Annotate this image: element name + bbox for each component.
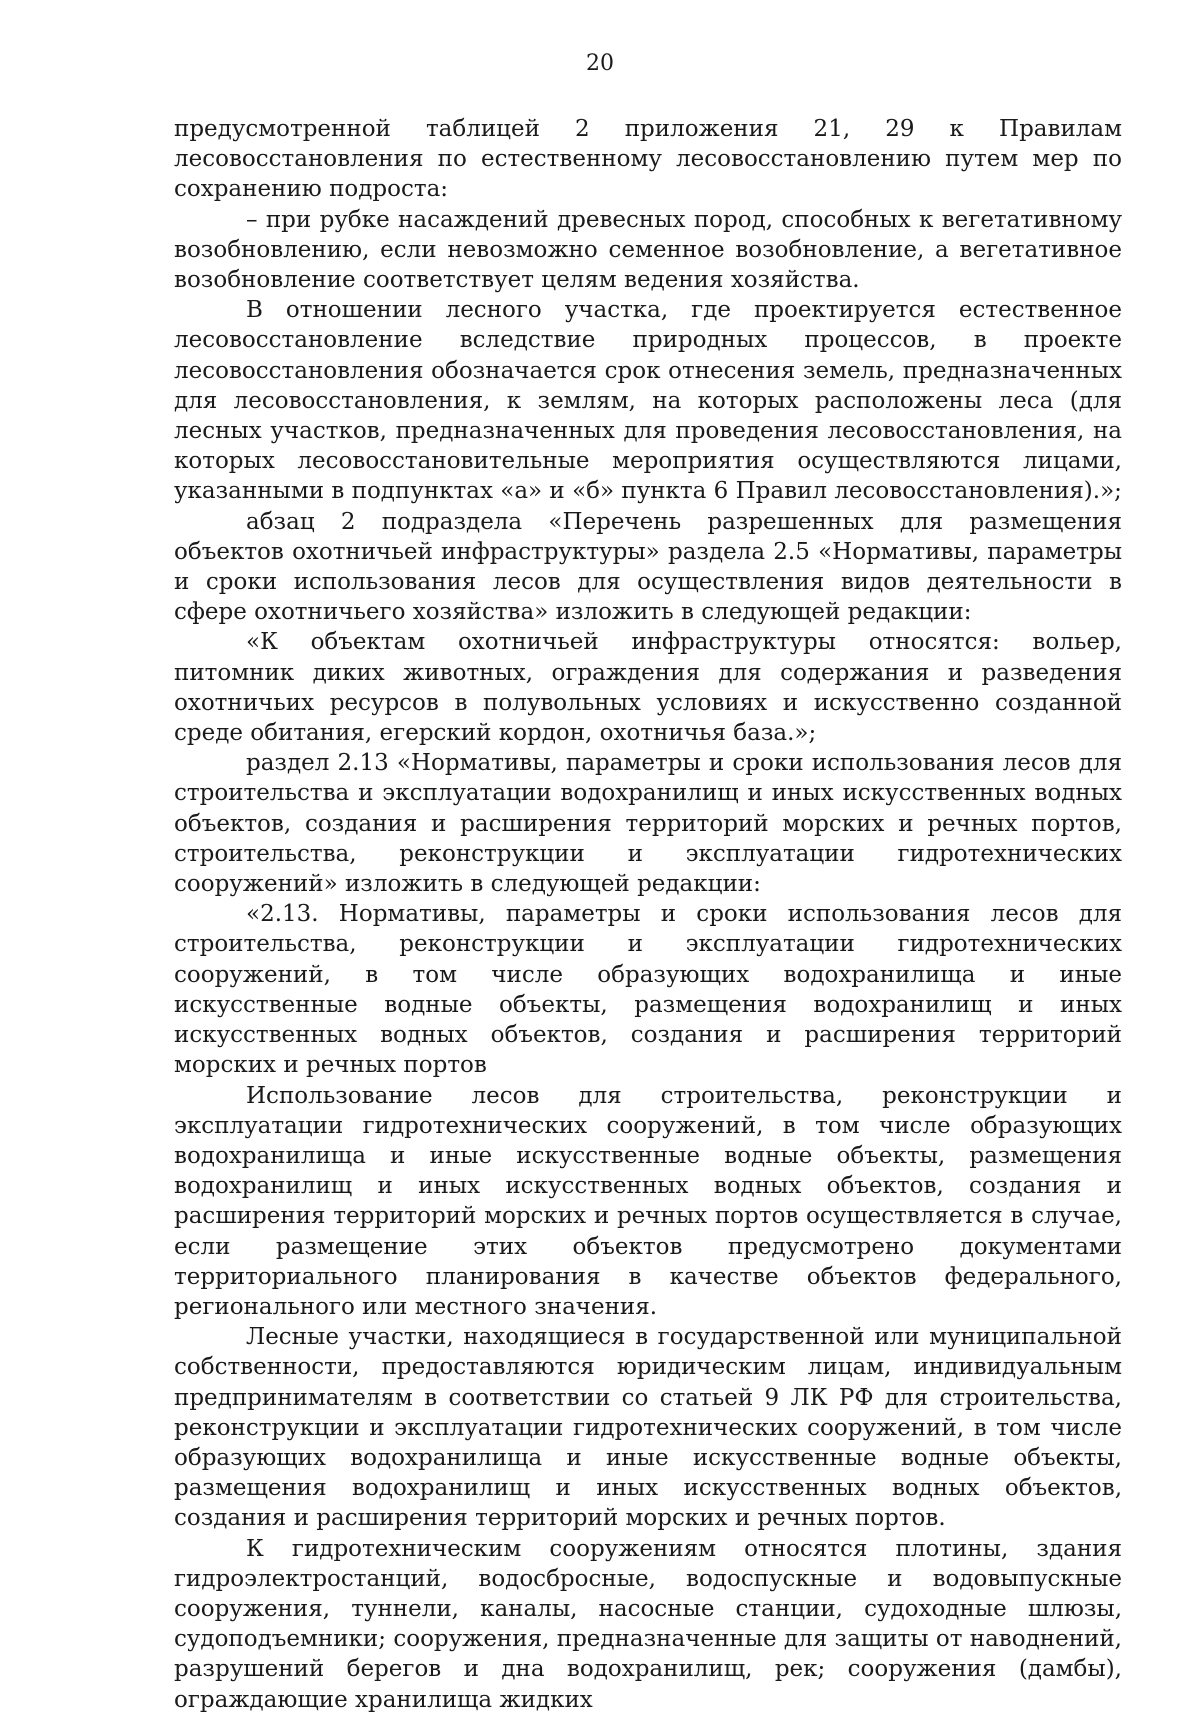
paragraph-forest-plots: Лесные участки, находящиеся в государственной или муниципальной собственности, предоставляются юридическим лицам, индивидуальным предпринимателям в соответствии со статьей 9 ЛК РФ для строительства, реконструкции и эксплуатации гидротехнических сооружений, в том числе образующих водохранилища и иные искусственные водные объекты, размещения водохранилищ и иных искусственных водных объектов, создания и расширения территорий морских и речных портов. xyxy=(174,1324,1122,1532)
page-number: 20 xyxy=(586,51,614,76)
paragraph-continuation: предусмотренной таблицей 2 приложения 21, 29 к Правилам лесовосстановления по естественному лесовосстановлению путем мер по сохранению подроста: xyxy=(174,116,1122,203)
paragraph-hydraulic-structures: К гидротехническим сооружениям относятся плотины, здания гидроэлектростанций, водосбросные, водоспускные и водовыпускные сооружения, туннели, каналы, насосные станции, судоходные шлюзы, судоподъемники; сооружения, предназначенные для защиты от наводнений, разрушений берегов и дна водохранилищ, рек; сооружения (дамбы), ограждающие хранилища жидких xyxy=(174,1535,1122,1713)
document-body xyxy=(174,114,1122,1715)
paragraph-natural-reforestation: В отношении лесного участка, где проектируется естественное лесовосстановление вследствие природных процессов, в проекте лесовосстановления обозначается срок отнесения земель, предназначенных для лесовосстановления, к землям, на которых расположены леса (для лесных участков, предназначенных для проведения лесовосстановления, на которых лесовосстановительные мероприятия осуществляются лицами, указанными в подпунктах «а» и «б» пункта 6 Правил лесовосстановления).»; xyxy=(174,297,1122,505)
paragraph-section-2-13-title: «2.13. Нормативы, параметры и сроки использования лесов для строительства, реконструкции и эксплуатации гидротехнических сооружений, в том числе образующих водохранилища и иные искусственные водные объекты, размещения водохранилищ и иных искусственных водных объектов, создания и расширения территорий морских и речных портов xyxy=(174,901,1122,1079)
paragraph-hunting-infrastructure-amendment: абзац 2 подраздела «Перечень разрешенных для размещения объектов охотничьей инфраструктуры» раздела 2.5 «Нормативы, параметры и сроки использования лесов для осуществления видов деятельности в сфере охотничьего хозяйства» изложить в следующей редакции: xyxy=(174,508,1122,626)
paragraph-forest-use: Использование лесов для строительства, реконструкции и эксплуатации гидротехнических сооружений, в том числе образующих водохранилища и иные искусственные водные объекты, размещения водохранилищ и иных искусственных водных объектов, создания и расширения территорий морских и речных портов осуществляется в случае, если размещение этих объектов предусмотрено документами территориального планирования в качестве объектов федерального, регионального или местного значения. xyxy=(174,1082,1122,1320)
paragraph-vegetative-renewal: – при рубке насаждений древесных пород, способных к вегетативному возобновлению, если невозможно семенное возобновление, а вегетативное возобновление соответствует целям ведения хозяйства. xyxy=(174,206,1122,294)
paragraph-hunting-objects: «К объектам охотничьей инфраструктуры относятся: вольер, питомник диких животных, ограждения для содержания и разведения охотничьих ресурсов в полувольных условиях и искусственно созданной среде обитания, егерский кордон, охотничья база.»; xyxy=(174,629,1122,747)
paragraph-section-2-13-amendment: раздел 2.13 «Нормативы, параметры и сроки использования лесов для строительства и эксплуатации водохранилищ и иных искусственных водных объектов, создания и расширения территорий морских и речных портов, строительства, реконструкции и эксплуатации гидротехнических сооружений» изложить в следующей редакции: xyxy=(174,750,1122,898)
